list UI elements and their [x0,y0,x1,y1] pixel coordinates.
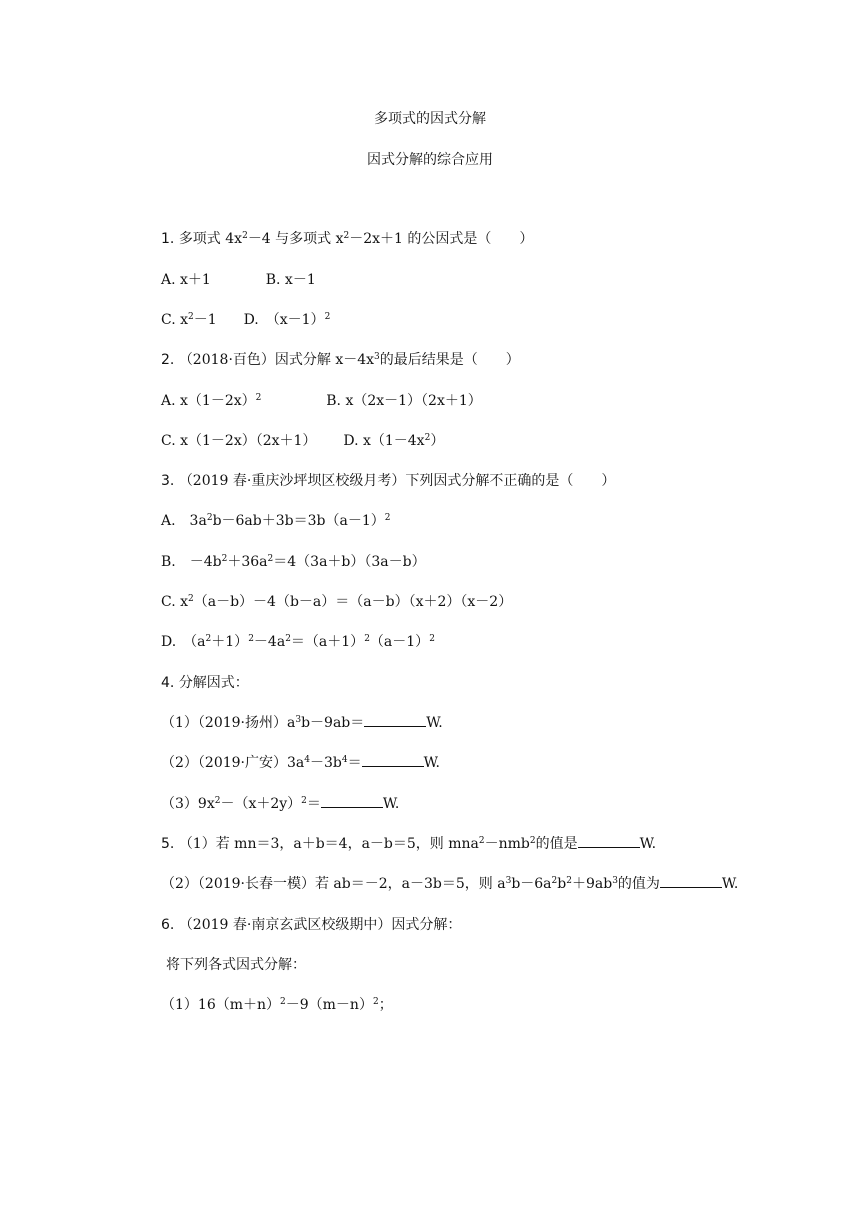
option-a: A. x＋1 [161,272,211,288]
option-d: D. $x(1-4x^2)$ [343,433,445,449]
answer-blank[interactable] [362,754,424,767]
question-1-options-ab [161,271,316,289]
question-6-part-1: $(1)16(m+n)^2-9(m-n)^2$； [161,997,393,1013]
question-2-options-ab [161,392,482,410]
option-a: A. $x(1-2x)^2$ [161,393,262,409]
question-5-part-1: 5. （1）若 mn＝3，a＋b＝4，a－b＝5，则 mna$^2$－nmb$^2$的值是 W. [161,836,657,852]
question-2-stem: 2. （2018·百色）因式分解 $x-4x^3$的最后结果是（ ） [161,352,520,368]
question-5-part-2: （2）（2019·长春一模）若 ab＝－2，a－3b＝5，则 $a^3b-6a^2b^2+9ab^3$的值为 W. [161,876,739,892]
question-3-option-b: B. $-4b^2+36a^2=4(3a+b)(3a-b)$ [161,554,426,570]
question-1-options-cd [161,311,330,329]
question-4-part-3: $(3)9x^2-(x+2y)^2= W$. [161,796,400,812]
answer-blank[interactable] [660,875,722,888]
option-c: C. $x^2-1$ [161,312,217,328]
option-b: B. x（2x－1）（2x＋1） [326,393,482,409]
answer-blank[interactable] [578,835,640,848]
question-3-option-c: C. $x^2(a-b)-4(b-a)=(a-b)(x+2)(x-2)$ [161,594,513,610]
answer-blank[interactable] [321,795,383,808]
question-1-stem: 1. 多项式 $4x^2-4$ 与多项式 $x^2-2x+1$ 的公因式是（ ） [161,231,534,247]
doc-subtitle: 因式分解的综合应用 [367,152,493,168]
answer-blank[interactable] [364,714,426,727]
question-6-stem: 6. （2019 春·南京玄武区校级期中）因式分解： [161,917,462,933]
question-3-option-d: D. $(a^2+1)^2-4a^2=(a+1)^2(a-1)^2$ [161,634,435,650]
question-2-options-cd [161,432,444,450]
doc-title: 多项式的因式分解 [374,111,486,127]
question-4-part-2: （2）（2019·广安）$3a^4-3b^4= W$. [161,755,440,771]
question-4-part-1: （1）（2019·扬州）$a^3b-9ab= W$. [161,715,443,731]
question-3-option-a: A. $3a^2b-6ab+3b=3b(a-1)^2$ [161,513,391,529]
option-b: B. x－1 [265,272,316,288]
option-c: C. x（1－2x）（2x＋1） [161,433,317,449]
question-4-stem: 4. 分解因式： [161,675,249,691]
option-d: D. $(x-1)^2$ [243,312,331,328]
question-3-stem: 3. （2019 春·重庆沙坪坝区校级月考）下列因式分解不正确的是（ ） [161,473,616,489]
question-6-instruction: 将下列各式因式分解： [166,957,306,973]
